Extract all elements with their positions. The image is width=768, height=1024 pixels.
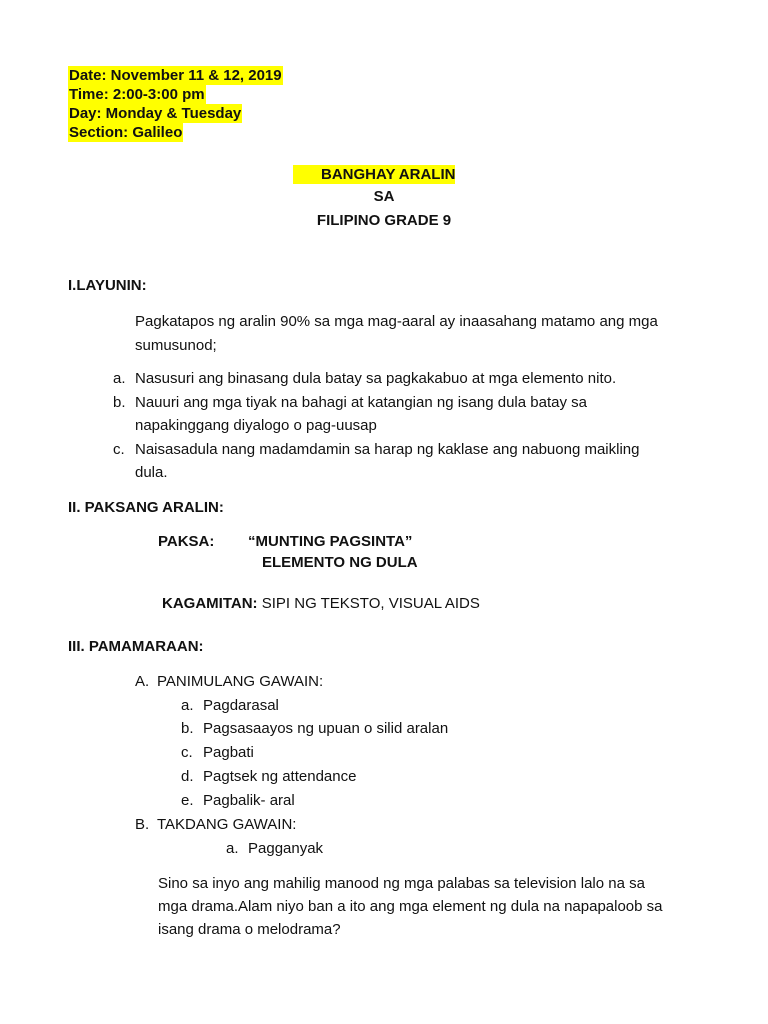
list-marker: a. [226, 840, 239, 857]
list-item-text: Pagdarasal [203, 697, 279, 714]
title-line3: FILIPINO GRADE 9 [316, 212, 452, 229]
header-day [68, 104, 242, 123]
list-marker: b. [113, 394, 126, 411]
list-marker: b. [181, 720, 194, 737]
header-time-text: Time: 2:00-3:00 pm [69, 86, 205, 103]
header-section-text: Section: Galileo [69, 124, 183, 141]
header-section [68, 123, 183, 142]
title-line2: SA [373, 188, 395, 205]
paksang-aralin-heading: II. PAKSANG ARALIN: [68, 499, 224, 516]
section-marker: B. [135, 816, 150, 833]
header-time [68, 85, 206, 104]
paksa-subtitle: ELEMENTO NG DULA [262, 554, 418, 571]
paksa-label: PAKSA: [158, 533, 215, 550]
pamamaraan-heading: III. PAMAMARAAN: [68, 638, 204, 655]
list-item-text: Naisasadula nang madamdamin sa harap ng kaklase ang nabuong maikling [135, 441, 640, 458]
list-marker: c. [113, 441, 125, 458]
header-date-text: Date: November 11 & 12, 2019 [69, 67, 282, 84]
title-line1-text: BANGHAY ARALIN [293, 165, 455, 184]
list-item-text: Pagbalik- aral [203, 792, 295, 809]
list-item-text: Pagganyak [248, 840, 324, 857]
header-day-text: Day: Monday & Tuesday [69, 105, 242, 122]
list-marker: a. [113, 370, 126, 387]
section-b-label: TAKDANG GAWAIN: [157, 816, 297, 833]
list-marker: e. [181, 792, 194, 809]
list-item-text: Nasusuri ang binasang dula batay sa pagkakabuo at mga elemento nito. [135, 370, 617, 387]
header-date [68, 66, 283, 85]
kagamitan-row [162, 594, 480, 613]
closing-line3: isang drama o melodrama? [158, 921, 341, 938]
layunin-heading: I.LAYUNIN: [68, 277, 147, 294]
list-marker: a. [181, 697, 194, 714]
list-marker: d. [181, 768, 194, 785]
closing-line1: Sino sa inyo ang mahilig manood ng mga palabas sa television lalo na sa [158, 875, 645, 892]
list-marker: c. [181, 744, 193, 761]
kagamitan-label: KAGAMITAN: [162, 595, 258, 612]
list-item-text-cont: dula. [135, 464, 168, 481]
closing-line2: mga drama.Alam niyo ban a ito ang mga element ng dula na napapaloob sa [158, 898, 663, 915]
paksa-title: “MUNTING PAGSINTA” [248, 533, 413, 550]
title-line1 [293, 165, 455, 184]
list-item-text: Pagtsek ng attendance [203, 768, 357, 785]
list-item-text-cont: napakinggang diyalogo o pag-uusap [135, 417, 377, 434]
list-item-text: Pagbati [203, 744, 254, 761]
kagamitan-value: SIPI NG TEKSTO, VISUAL AIDS [261, 595, 480, 612]
list-item-text: Nauuri ang mga tiyak na bahagi at katangian ng isang dula batay sa [135, 394, 587, 411]
layunin-intro-line2: sumusunod; [135, 337, 217, 354]
section-marker: A. [135, 673, 150, 690]
section-a-label: PANIMULANG GAWAIN: [157, 673, 324, 690]
layunin-intro-line1: Pagkatapos ng aralin 90% sa mga mag-aaral ay inaasahang matamo ang mga [135, 313, 658, 330]
list-item-text: Pagsasaayos ng upuan o silid aralan [203, 720, 449, 737]
